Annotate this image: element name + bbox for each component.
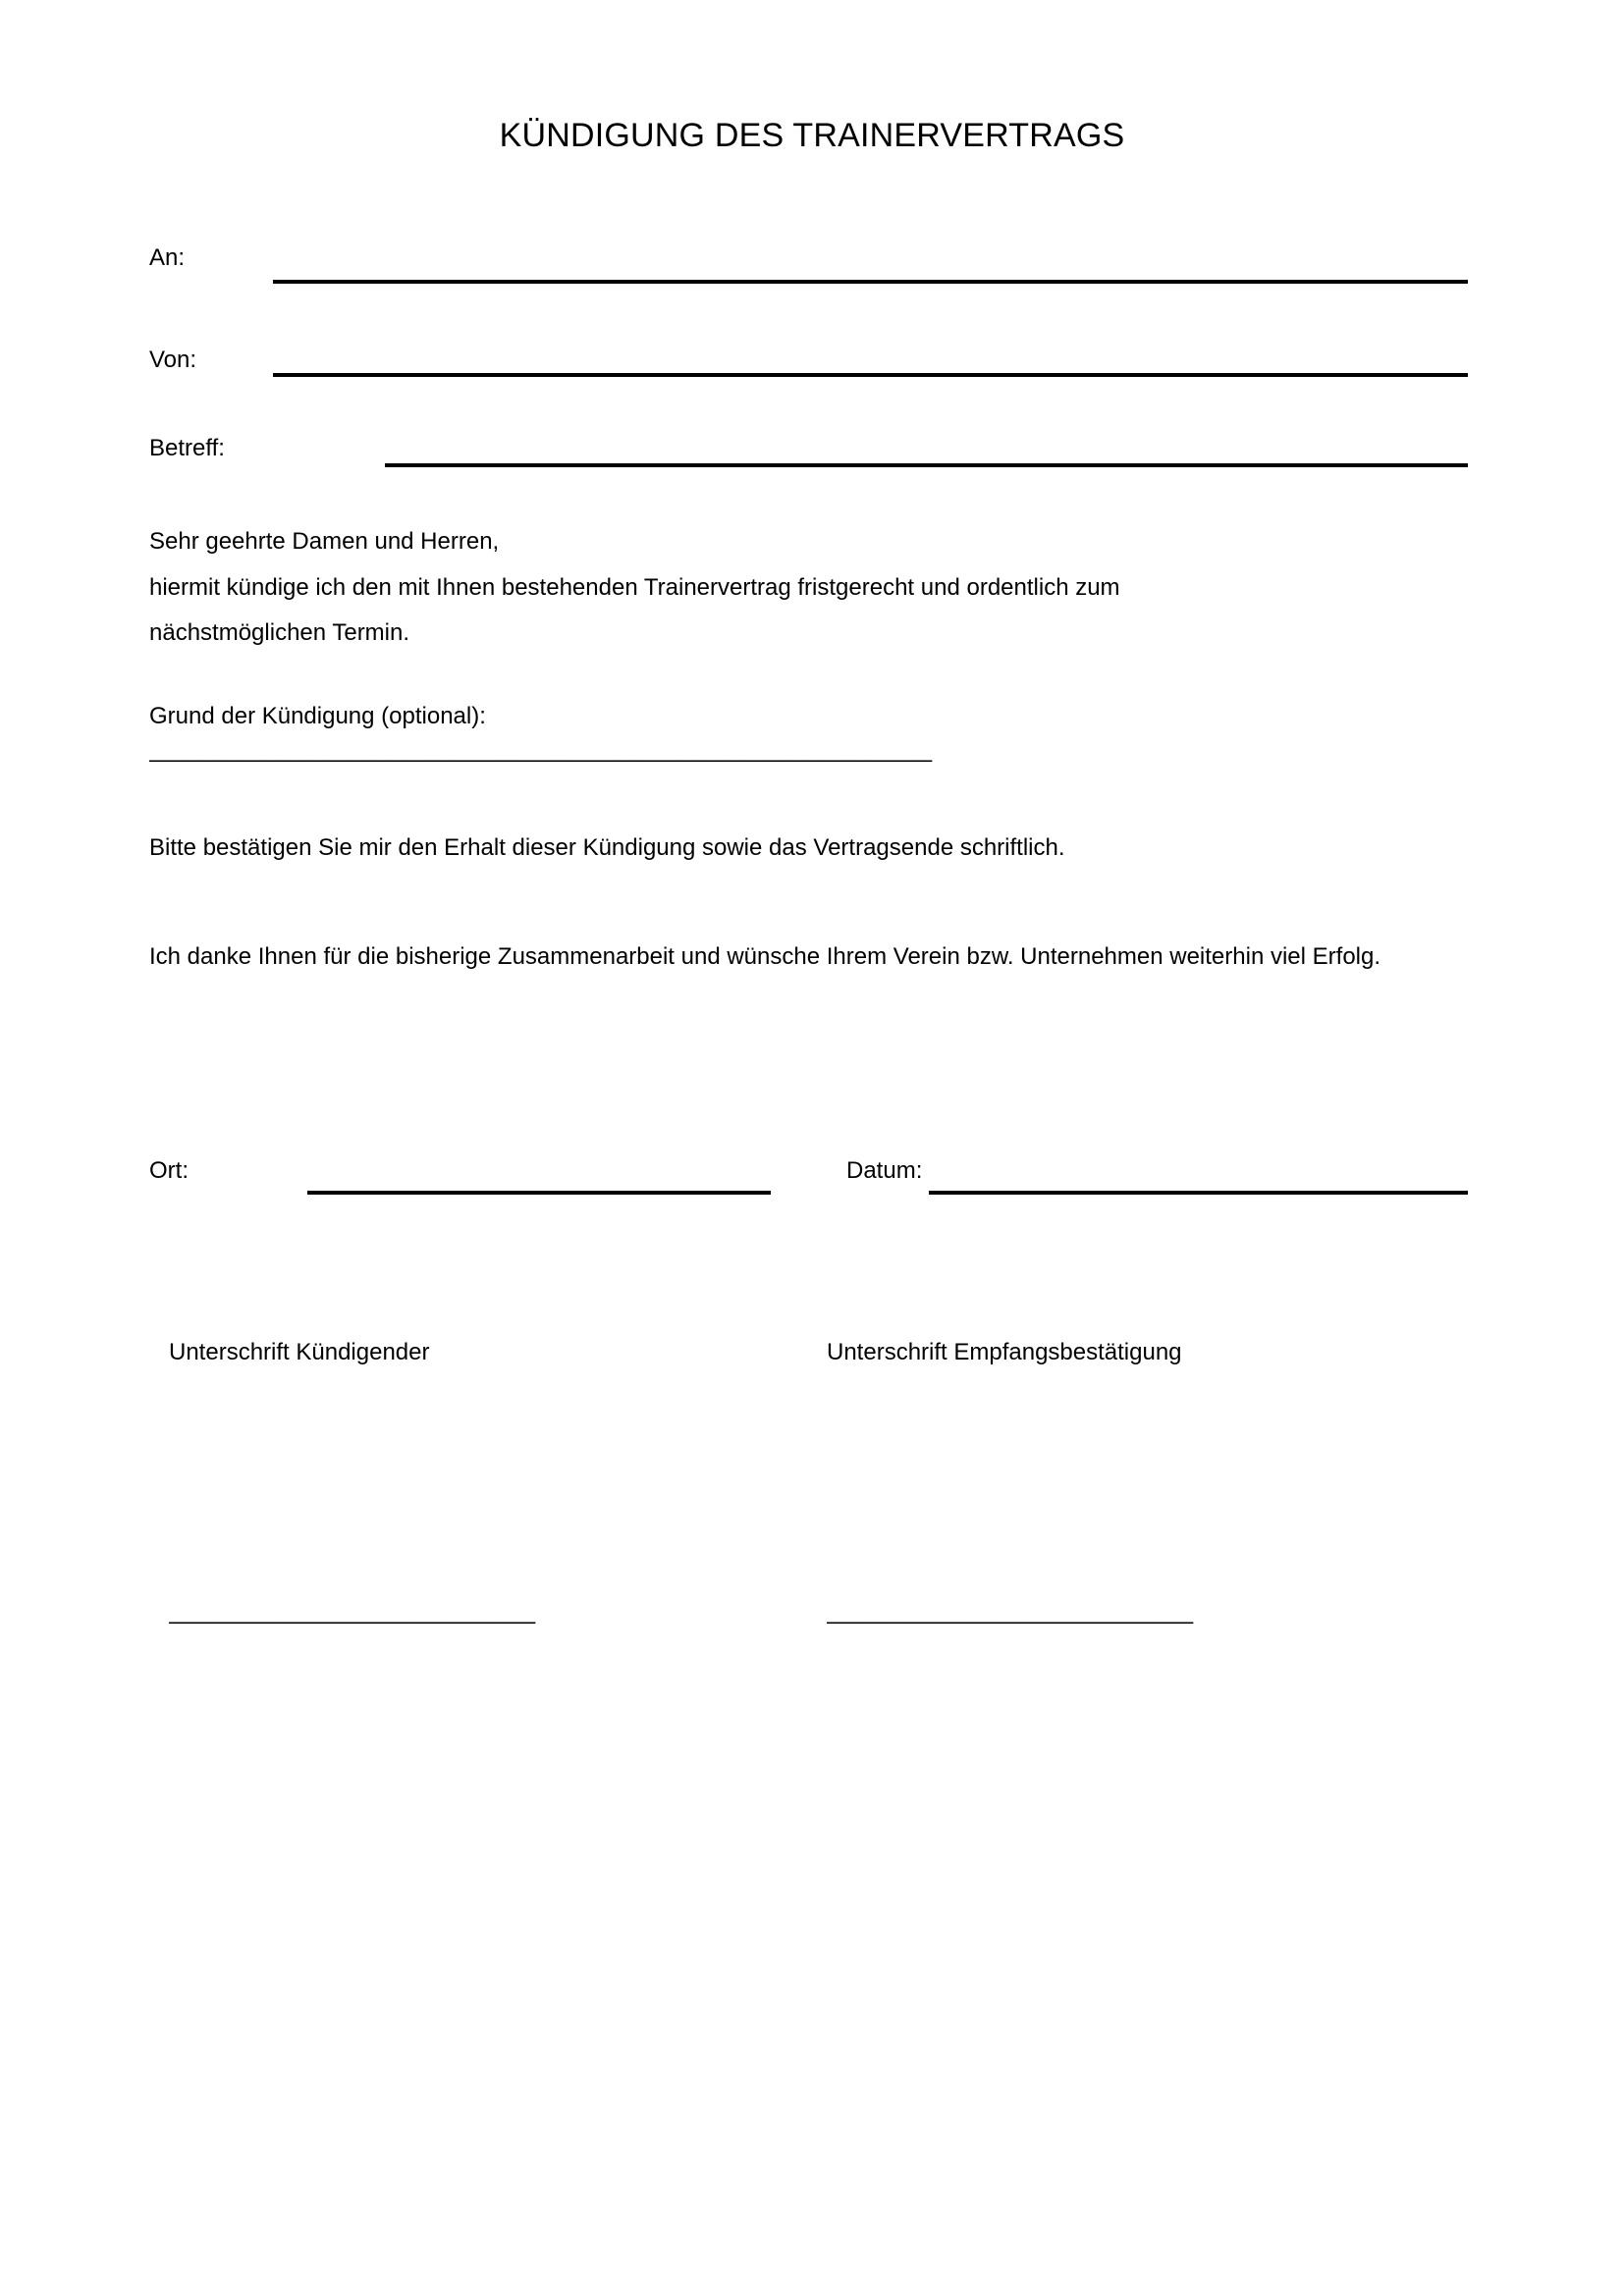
field-label-betreff: Betreff: — [149, 435, 225, 461]
field-rule-betreff[interactable] — [385, 463, 1468, 467]
confirmation-text: Bitte bestätigen Sie mir den Erhalt dieser Kündigung sowie das Vertragsende schriftlich. — [149, 834, 1065, 861]
page-title: KÜNDIGUNG DES TRAINERVERTRAGS — [499, 117, 1125, 154]
place-rule[interactable] — [307, 1191, 771, 1195]
date-rule[interactable] — [929, 1191, 1468, 1195]
date-label: Datum: — [846, 1157, 923, 1184]
signature-caption-left: Unterschrift Kündigender — [169, 1339, 430, 1365]
field-label-von: Von: — [149, 347, 197, 373]
field-rule-von[interactable] — [273, 373, 1468, 377]
closing-text: Ich danke Ihnen für die bisherige Zusammenarbeit und wünsche Ihrem Verein bzw. Unternehmen weiterhin viel Erfolg. — [149, 943, 1381, 970]
salutation-text: Sehr geehrte Damen und Herren, — [149, 528, 500, 555]
signature-rule-right[interactable]: _____________________________ — [827, 1600, 1193, 1624]
reason-rule[interactable]: ______________________________________________________________ — [149, 738, 932, 762]
body-line-1: hiermit kündige ich den mit Ihnen bestehenden Trainervertrag fristgerecht und ordentlich zum — [149, 574, 1120, 601]
body-line-2: nächstmöglichen Termin. — [149, 619, 410, 646]
place-label: Ort: — [149, 1157, 189, 1184]
field-rule-an[interactable] — [273, 280, 1468, 284]
reason-label: Grund der Kündigung (optional): — [149, 703, 486, 729]
signature-rule-left[interactable]: _____________________________ — [169, 1600, 535, 1624]
signature-caption-right: Unterschrift Empfangsbestätigung — [827, 1339, 1182, 1365]
field-label-an: An: — [149, 244, 186, 271]
